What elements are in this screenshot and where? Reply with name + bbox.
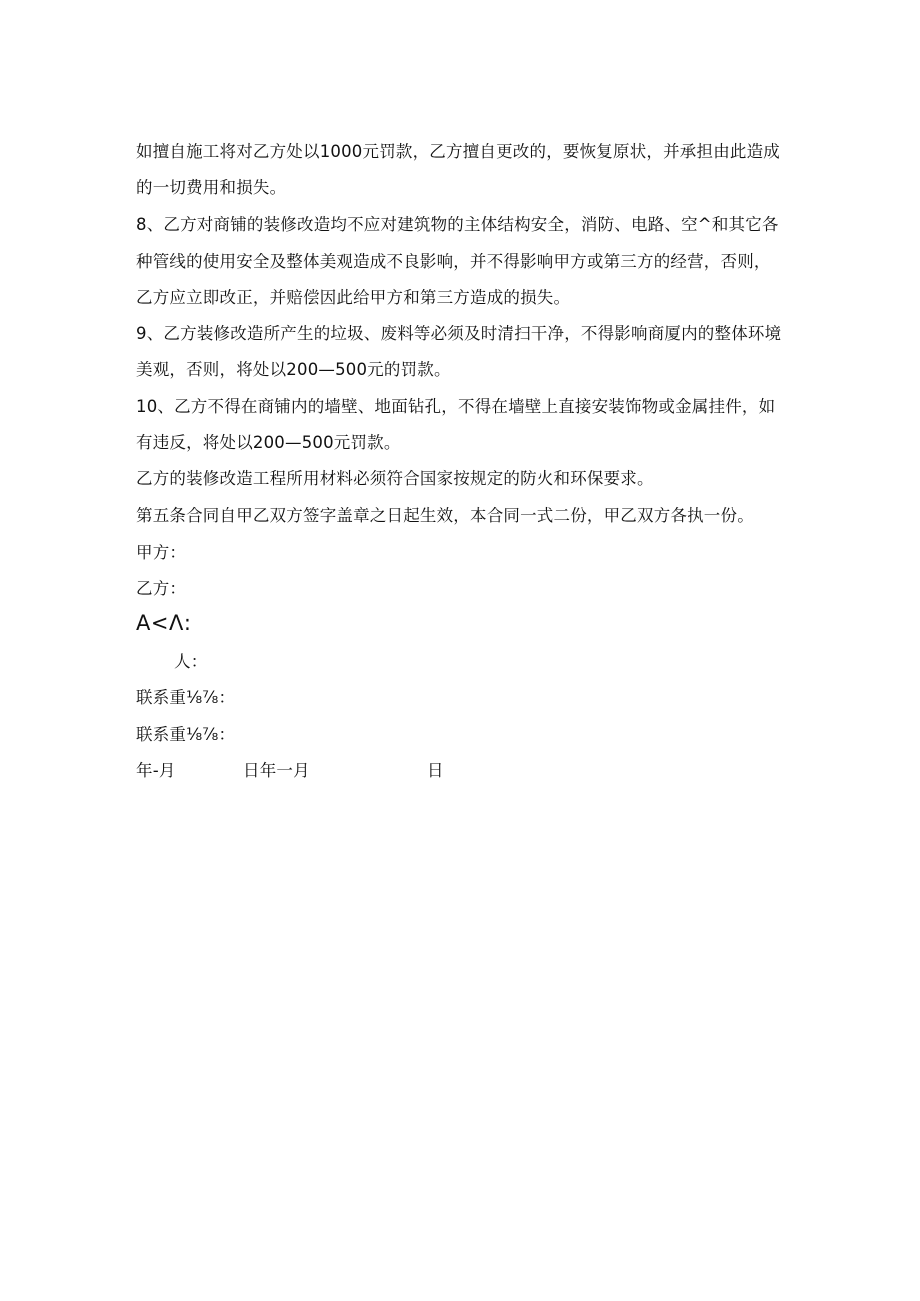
clause-10-line-2: 有违反，将处以200—500元罚款。 bbox=[136, 433, 401, 452]
party-a-label: 甲方： bbox=[136, 543, 187, 562]
garbled-label: A<Λ: bbox=[136, 611, 192, 635]
article-5: 第五条合同自甲乙双方签字盖章之日起生效，本合同一式二份，甲乙双方各执一份。 bbox=[136, 506, 754, 525]
contact-label-1: 联系重⅛⅞： bbox=[136, 688, 236, 707]
clause-10-line-1: 10、乙方不得在商铺内的墙壁、地面钻孔，不得在墙壁上直接安装饰物或金属挂件，如 bbox=[136, 397, 776, 416]
date-part-day-year-month: 日年一月 bbox=[243, 761, 310, 780]
penalty-line-1: 如擅自施工将对乙方处以1000元罚款，乙方擅自更改的，要恢复原状，并承担由此造成 bbox=[136, 142, 780, 161]
clause-8-line-1: 8、乙方对商铺的装修改造均不应对建筑物的主体结构安全，消防、电路、空^和其它各 bbox=[136, 215, 779, 234]
party-b-label: 乙方： bbox=[136, 579, 187, 598]
clause-8-line-2: 种管线的使用安全及整体美观造成不良影响，并不得影响甲方或第三方的经营，否则， bbox=[136, 252, 771, 271]
date-row bbox=[136, 761, 536, 783]
date-part-year-month: 年-月 bbox=[136, 761, 176, 780]
date-part-day: 日 bbox=[427, 761, 444, 780]
contact-label-2: 联系重⅛⅞： bbox=[136, 725, 236, 744]
clause-9-line-1: 9、乙方装修改造所产生的垃圾、废料等必须及时清扫干净，不得影响商厦内的整体环境 bbox=[136, 324, 782, 343]
clause-9-line-2: 美观，否则，将处以200—500元的罚款。 bbox=[136, 360, 451, 379]
person-label: 人： bbox=[174, 652, 208, 671]
clause-8-line-3: 乙方应立即改正，并赔偿因此给甲方和第三方造成的损失。 bbox=[136, 288, 571, 307]
materials-requirement: 乙方的装修改造工程所用材料必须符合国家按规定的防火和环保要求。 bbox=[136, 469, 654, 488]
penalty-line-2: 的一切费用和损失。 bbox=[136, 178, 287, 197]
